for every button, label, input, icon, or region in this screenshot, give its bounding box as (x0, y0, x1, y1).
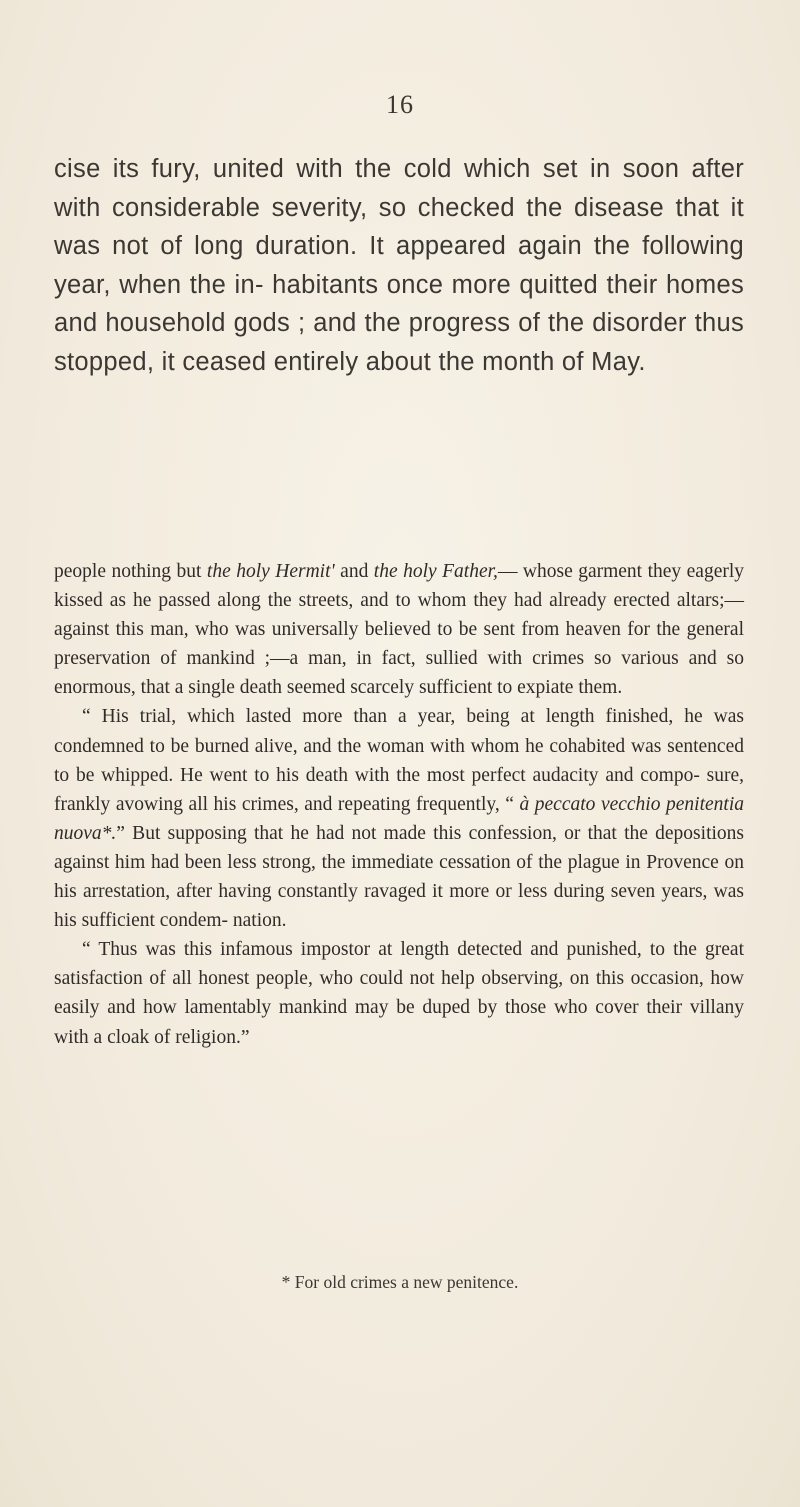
paragraph-trial (54, 702, 744, 935)
text-run: — whose garment they eagerly kissed as he passed along the streets, and to whom they had already erected altars;—against this man, who was universally believed to be sent from heaven for the general preservation of mankind ;—a man, in fact, sullied with crimes so various and so enormous, that a single death seemed scarcely sufficient to expiate them. (54, 561, 745, 699)
text-run: people nothing but (54, 561, 207, 582)
text-run: and (334, 561, 374, 582)
paragraph-hermit (54, 557, 744, 702)
upper-text-block (54, 150, 744, 381)
lower-text-block (54, 557, 744, 1052)
footnote: * For old crimes a new penitence. (281, 1272, 519, 1292)
paragraph-impostor: “ Thus was this infamous impostor at length detected and punished, to the great satisfaction of all honest people, who could not help observing, on this occasion, how easily and how lamentably mankind may be duped by those who cover their villany with a cloak of religion.” (54, 939, 744, 1048)
text-run: “ His trial, which lasted more than a year, being at length finished, he was condemned to be burned alive, and the woman with whom he cohabited was sentenced to be whipped. He went to his death with the most perfect audacity and compo- sure, frankly avowing all his crimes, and repeating frequently, “ (54, 706, 744, 815)
italic-run: the holy Father, (373, 561, 498, 582)
page-number: 16 (386, 90, 414, 119)
italic-run: à peccato vecchio penitentia nuova*. (54, 793, 744, 844)
text-run: ” But supposing that he had not made this confession, or that the depositions against him had been less strong, the immediate cessation of the plague in Provence on his arrestation, after having constantly ravaged it more or less during seven years, was his sufficient condem- nation. (54, 822, 744, 932)
upper-paragraph: cise its fury, united with the cold which set in soon after with considerable severity, so checked the disease that it was not of long duration. It appeared again the following year, when the in- habitants once more quitted their homes and household gods ; and the progress of the disorder thus stopped, it ceased entirely about the month of May. (54, 155, 744, 376)
italic-run: the holy Hermit' (206, 561, 335, 582)
